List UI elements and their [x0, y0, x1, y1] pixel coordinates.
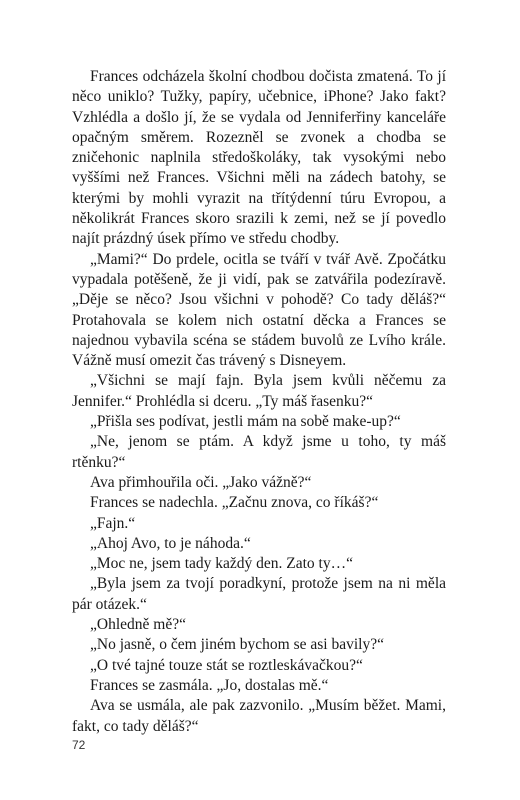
paragraph: „O tvé tajné touze stát se roztleskávačkou?“: [90, 656, 363, 674]
paragraph: „Mami?“ Do prdele, ocitla se tváří v tvář Avě. Zpočátku vypadala potěšeně, že ji vidí, pak se zatvářila podezíravě. „Děje se něco? Jsou všichni v pohodě? Co tady děláš?“ Protahovala se kolem nich ostatní děcka a Frances se najednou vybavila scéna se stádem buvolů ze Lvího krále. Vážně musí omezit čas trávený s Disneyem.: [72, 250, 446, 370]
paragraph: Frances se nadechla. „Začnu znova, co říkáš?“: [90, 494, 379, 512]
paragraph: „Přišla ses podívat, jestli mám na sobě make-up?“: [90, 413, 401, 431]
paragraph: „No jasně, o čem jiném bychom se asi bavily?“: [90, 636, 384, 654]
paragraph: „Všichni se mají fajn. Byla jsem kvůli něčemu za Jennifer.“ Prohlédla si dceru. „Ty máš řasenku?“: [72, 372, 446, 410]
paragraph: „Moc ne, jsem tady každý den. Zato ty…“: [90, 555, 353, 573]
paragraph: „Byla jsem za tvojí poradkyní, protože jsem na ni měla pár otázek.“: [72, 575, 446, 613]
paragraph: Frances se zasmála. „Jo, dostalas mě.“: [90, 676, 329, 694]
paragraph: Ava přimhouřila oči. „Jako vážně?“: [90, 473, 312, 491]
paragraph: Ava se usmála, ale pak zazvonilo. „Musím běžet. Mami, fakt, co tady děláš?“: [72, 697, 446, 735]
body-text: [72, 67, 446, 737]
paragraph: Frances odcházela školní chodbou dočista zmatená. To jí něco uniklo? Tužky, papíry, učebnice, iPhone? Jako fakt? Vzhlédla a došlo jí, že se vydala od Jenniferřiny kanceláře opačným směrem. Rozezněl se zvonek a chodba se zničehonic naplnila středoškoláky, tak vysokými nebo vyššími než Frances. Všichni měli na zádech batohy, se kterými by mohli vyrazit na třítýdenní túru Evropou, a několikrát Frances skoro srazili k zemi, než se jí povedlo najít prázdný úsek přímo ve středu chodby.: [72, 68, 446, 248]
paragraph: „Ohledně mě?“: [90, 616, 186, 634]
page-number: 72: [72, 738, 86, 752]
paragraph: „Fajn.“: [90, 514, 136, 532]
paragraph: „Ahoj Avo, to je náhoda.“: [90, 534, 251, 552]
paragraph: „Ne, jenom se ptám. A když jsme u toho, ty máš rtěnku?“: [72, 433, 446, 471]
